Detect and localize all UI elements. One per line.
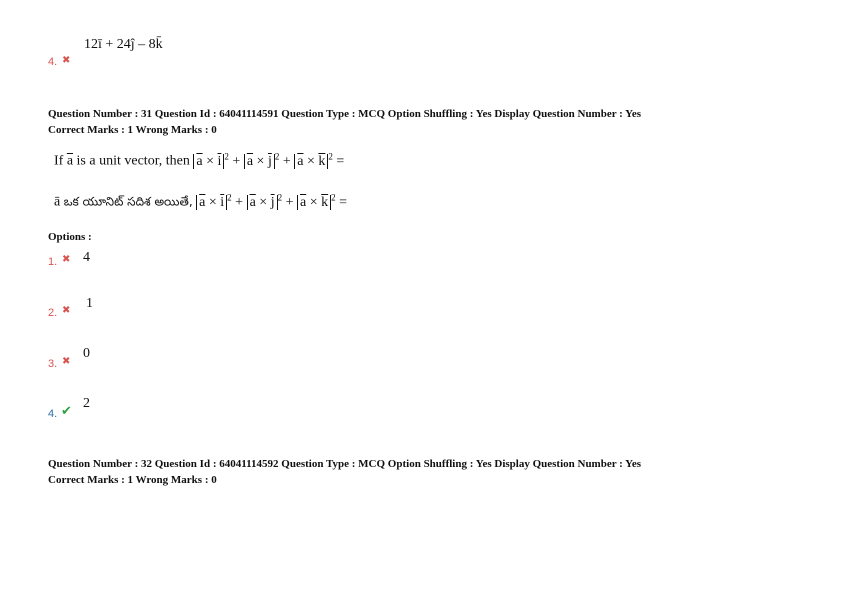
question-text-te — [54, 192, 347, 212]
option-number: 4. — [48, 56, 58, 68]
formula-te: $\overline{a} \times \overline{i}$ $^2 + \overline{a} \times \overline{j}$ $^2 + \overline{a} \times \overline{k}$ $^2$ = — [196, 195, 347, 210]
option-value: 0 — [83, 346, 90, 361]
option-expression: 12ī + 24ĵ – 8k̄ — [84, 37, 163, 52]
marks-line: Correct Marks : 1 Wrong Marks : 0 — [48, 474, 217, 486]
option-number: 1. — [48, 256, 58, 268]
cross-icon: ✖ — [62, 356, 71, 367]
question-header: Question Number : 32 Question Id : 64041114592 Question Type : MCQ Option Shuffling : Yes Display Question Number : Yes — [48, 458, 642, 470]
vector-a: $\overline{a}$ — [66, 153, 74, 169]
cross-icon: ✖ — [62, 55, 71, 66]
question-prefix: If — [54, 153, 64, 169]
question-prefix-te: ā — [54, 194, 61, 210]
formula: $\overline{a} \times \overline{i}$ $^2 + \overline{a} \times \overline{j}$ $^2 + \overline{a} \times \overline{k}$ $^2$ = — [193, 154, 344, 169]
check-icon: ✔ — [61, 404, 72, 419]
question-middle-te: ఒక యూనిట్ సదిశ అయితే, — [63, 194, 193, 209]
question-header: Question Number : 31 Question Id : 64041114591 Question Type : MCQ Option Shuffling : Yes Display Question Number : Yes — [48, 108, 642, 120]
option-number: 3. — [48, 358, 58, 370]
option-number: 4. — [48, 408, 58, 420]
cross-icon: ✖ — [62, 305, 71, 316]
marks-line: Correct Marks : 1 Wrong Marks : 0 — [48, 124, 217, 136]
option-value: 1 — [86, 296, 93, 311]
option-value: 4 — [83, 250, 90, 265]
question-middle: is a unit vector, then — [76, 153, 190, 169]
option-number: 2. — [48, 307, 58, 319]
question-text-en — [54, 151, 344, 170]
option-value: 2 — [83, 396, 90, 411]
cross-icon: ✖ — [62, 254, 71, 265]
options-label: Options : — [48, 231, 92, 243]
